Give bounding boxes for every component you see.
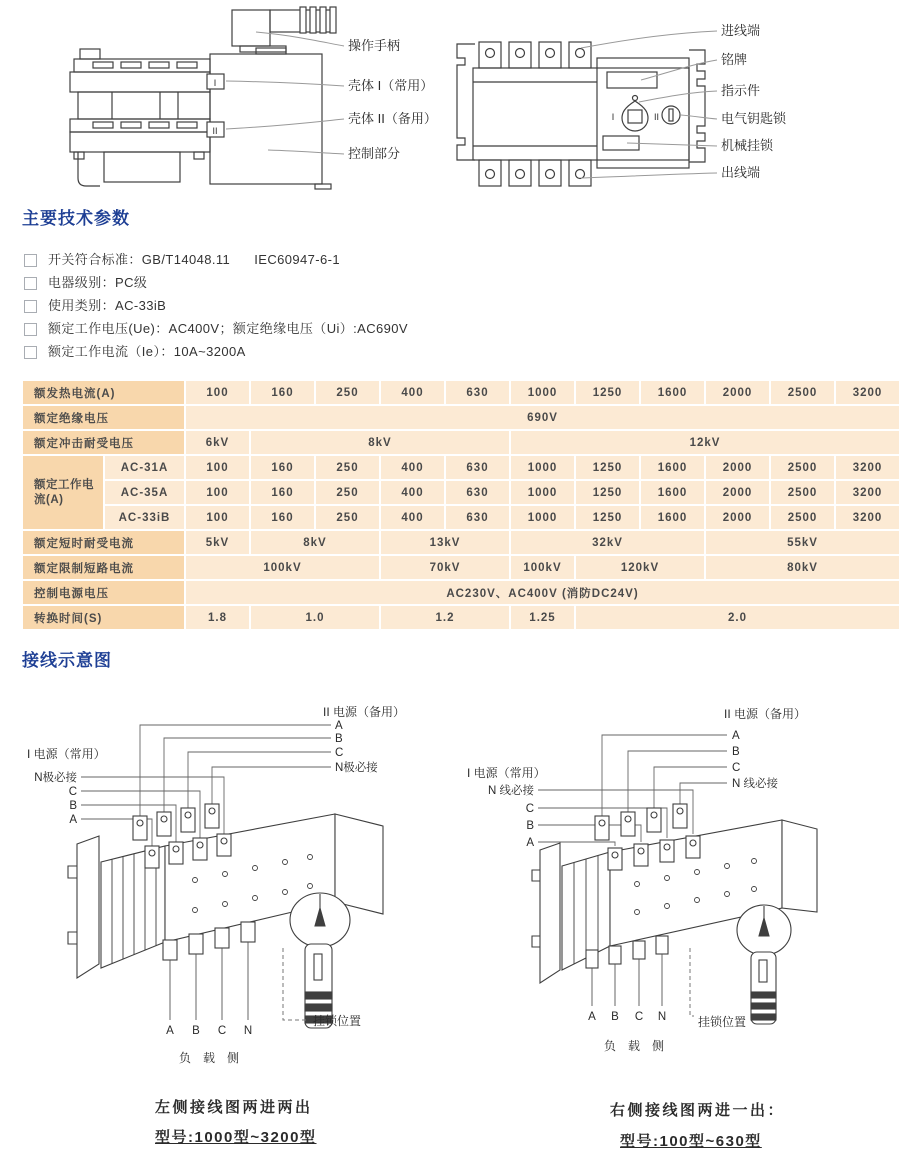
spec-cell: 2000	[706, 381, 769, 404]
source2-title: II 电源（备用）	[724, 707, 807, 721]
spec-cell: 630	[446, 456, 509, 479]
row-sublabel: AC-35A	[105, 481, 184, 504]
spec-cell: 100kV	[186, 556, 379, 579]
source2-line-b: B	[732, 746, 740, 758]
spec-cell: 3200	[836, 506, 899, 529]
diagram-label-keylock: 电气钥匙锁	[721, 111, 787, 126]
terminal-n: N	[657, 1011, 667, 1023]
spec-cell: 80kV	[706, 556, 899, 579]
diagram-label-incoming: 进线端	[721, 23, 761, 38]
device-front-view-diagram	[445, 2, 915, 197]
spec-cell: 2000	[706, 481, 769, 504]
table-row	[23, 581, 899, 604]
spec-cell: 12kV	[511, 431, 899, 454]
spec-cell: 2500	[771, 481, 834, 504]
spec-cell: 250	[316, 481, 379, 504]
square-bullet-icon	[24, 254, 37, 267]
square-bullet-icon	[24, 323, 37, 336]
param-text: 电器级别：PC级	[48, 275, 148, 290]
spec-cell: 1600	[641, 506, 704, 529]
spec-cell: 1000	[511, 456, 574, 479]
spec-cell: 630	[446, 381, 509, 404]
front-view-linework	[457, 42, 705, 186]
spec-cell: 55kV	[706, 531, 899, 554]
diagram-label-handle: 操作手柄	[348, 38, 401, 53]
spec-cell: AC230V、AC400V (消防DC24V)	[186, 581, 899, 604]
wiring-diagram-left	[25, 698, 465, 1146]
spec-cell: 32kV	[511, 531, 704, 554]
spec-cell: 1.25	[511, 606, 574, 629]
table-row	[23, 531, 899, 554]
spec-cell: 1000	[511, 381, 574, 404]
source2-title: II 电源（备用）	[323, 705, 406, 719]
source2-line-c: C	[732, 762, 741, 774]
spec-cell: 1600	[641, 381, 704, 404]
padlock-position-label: 挂锁位置	[698, 1015, 747, 1029]
wiring-right-device	[532, 804, 817, 1024]
spec-cell: 630	[446, 506, 509, 529]
shell2-mark: II	[212, 126, 218, 136]
table-row	[23, 406, 899, 429]
spec-cell: 2500	[771, 456, 834, 479]
shell1-mark: I	[213, 78, 217, 88]
spec-cell: 100	[186, 381, 249, 404]
source1-title: I 电源（常用）	[27, 747, 106, 761]
caption-line2: 型号:100型~630型	[620, 1133, 762, 1150]
table-row	[23, 456, 899, 479]
source1-line-n: N 线必接	[488, 785, 534, 797]
spec-cell: 2000	[706, 456, 769, 479]
table-row	[23, 556, 899, 579]
source1-line-b: B	[69, 800, 77, 812]
section-heading-wiring: 接线示意图	[22, 651, 112, 670]
spec-cell: 1.0	[251, 606, 379, 629]
diagram-label-padlock: 机械挂锁	[721, 138, 774, 153]
diagram-label-outgoing: 出线端	[721, 165, 761, 180]
spec-cell: 1.2	[381, 606, 509, 629]
padlock-position-label: 挂锁位置	[313, 1014, 362, 1028]
section-heading-params: 主要技术参数	[22, 209, 130, 228]
caption-line2: 型号:1000型~3200型	[155, 1129, 317, 1146]
spec-cell: 100	[186, 481, 249, 504]
spec-cell: 2500	[771, 381, 834, 404]
terminal-a: A	[588, 1011, 596, 1023]
square-bullet-icon	[24, 277, 37, 290]
spec-cell: 2.0	[576, 606, 899, 629]
spec-cell: 250	[316, 381, 379, 404]
spec-cell: 1000	[511, 506, 574, 529]
square-bullet-icon	[24, 300, 37, 313]
spec-cell: 400	[381, 481, 444, 504]
diagram-label-control: 控制部分	[348, 146, 401, 161]
table-row	[23, 481, 899, 504]
source2-line-a: A	[732, 730, 740, 742]
spec-cell: 630	[446, 481, 509, 504]
row-label: 额定限制短路电流	[23, 556, 184, 579]
row-sublabel: AC-31A	[105, 456, 184, 479]
source2-line-b: B	[335, 733, 343, 745]
diagram-label-nameplate: 铭牌	[721, 52, 748, 67]
table-row	[23, 381, 899, 404]
row-label: 转换时间(S)	[23, 606, 184, 629]
leader-lines	[226, 32, 344, 154]
terminal-leads	[592, 954, 662, 1006]
spec-cell: 400	[381, 506, 444, 529]
list-item	[24, 298, 408, 313]
diagram-label-shell2: 壳体 II（备用）	[348, 111, 437, 126]
spec-cell: 400	[381, 456, 444, 479]
diagram-label-shell1: 壳体 I（常用）	[348, 78, 434, 93]
table-row	[23, 606, 899, 629]
wiring-left-svg	[25, 698, 445, 1078]
table-row	[23, 506, 899, 529]
load-side-label: 负 载 侧	[178, 1051, 240, 1065]
spec-cell: 1250	[576, 481, 639, 504]
list-item	[24, 275, 408, 290]
param-text: 使用类别：AC-33iB	[48, 298, 167, 313]
spec-cell: 2000	[706, 506, 769, 529]
wiring-left-device	[68, 804, 383, 1028]
terminal-b: B	[192, 1025, 200, 1037]
terminal-c: C	[217, 1025, 227, 1037]
indicator-mark-1: I	[611, 112, 615, 122]
spec-cell: 3200	[836, 456, 899, 479]
caption-line1: 左侧接线图两进两出	[155, 1099, 313, 1116]
indicator-mark-2: II	[654, 112, 660, 122]
spec-cell: 1250	[576, 506, 639, 529]
spec-cell: 6kV	[186, 431, 249, 454]
spec-cell: 1600	[641, 456, 704, 479]
row-label: 额定绝缘电压	[23, 406, 184, 429]
spec-cell: 5kV	[186, 531, 249, 554]
spec-cell: 2500	[771, 506, 834, 529]
source1-line-c: C	[525, 803, 534, 815]
source2-line-c: C	[335, 747, 344, 759]
spec-cell: 160	[251, 381, 314, 404]
source1-line-a: A	[69, 814, 77, 826]
spec-cell: 3200	[836, 381, 899, 404]
row-label: 额发热电流(A)	[23, 381, 184, 404]
table-row	[23, 431, 899, 454]
terminal-c: C	[634, 1011, 644, 1023]
row-label: 额定短时耐受电流	[23, 531, 184, 554]
list-item	[24, 344, 408, 359]
spec-cell: 100	[186, 456, 249, 479]
param-text: 额定工作电流（Ie）：10A~3200A	[48, 344, 246, 359]
diagram-label-indicator: 指示件	[721, 83, 761, 98]
source1-line-a: A	[526, 837, 534, 849]
row-sublabel: AC-33iB	[105, 506, 184, 529]
spec-cell: 120kV	[576, 556, 704, 579]
load-side-label: 负 载 侧	[603, 1039, 665, 1053]
source2-line-a: A	[335, 720, 343, 732]
spec-cell: 160	[251, 506, 314, 529]
source2-line-n: N 线必接	[732, 778, 778, 790]
source1-line-n: N极必接	[34, 772, 77, 784]
row-label: 额定冲击耐受电压	[23, 431, 184, 454]
source2-line-n: N极必接	[335, 762, 378, 774]
spec-table	[21, 379, 901, 631]
spec-cell: 1.8	[186, 606, 249, 629]
caption-line1: 右侧接线图两进一出：	[610, 1102, 786, 1119]
list-item	[24, 252, 408, 267]
terminal-leads	[170, 942, 248, 1020]
param-text: 开关符合标准：GB/T14048.11 IEC60947-6-1	[48, 252, 341, 267]
spec-cell: 1000	[511, 481, 574, 504]
spec-cell: 1250	[576, 456, 639, 479]
wiring-right-svg	[462, 698, 902, 1078]
source1-line-c: C	[68, 786, 77, 798]
wiring-diagram-right	[462, 698, 902, 1150]
square-bullet-icon	[24, 346, 37, 359]
source1-title: I 电源（常用）	[467, 766, 546, 780]
spec-cell: 250	[316, 506, 379, 529]
source1-line-b: B	[526, 820, 534, 832]
padlock-dashed-lead	[690, 948, 694, 1016]
spec-cell: 70kV	[381, 556, 509, 579]
row-group-label: 额定工作电流(A)	[23, 456, 103, 529]
spec-cell: 1250	[576, 381, 639, 404]
terminal-n: N	[243, 1025, 253, 1037]
spec-cell: 1600	[641, 481, 704, 504]
spec-cell: 690V	[186, 406, 899, 429]
params-list	[24, 252, 408, 367]
row-label: 控制电源电压	[23, 581, 184, 604]
spec-cell: 8kV	[251, 531, 379, 554]
spec-cell: 160	[251, 481, 314, 504]
spec-cell: 160	[251, 456, 314, 479]
terminal-b: B	[611, 1011, 619, 1023]
terminal-a: A	[166, 1025, 174, 1037]
spec-cell: 100	[186, 506, 249, 529]
spec-cell: 3200	[836, 481, 899, 504]
list-item	[24, 321, 408, 336]
spec-cell: 8kV	[251, 431, 509, 454]
param-text: 额定工作电压(Ue)：AC400V；额定绝缘电压（Ui）:AC690V	[48, 321, 409, 336]
leader-lines	[581, 31, 717, 178]
spec-cell: 100kV	[511, 556, 574, 579]
spec-cell: 13kV	[381, 531, 509, 554]
spec-cell: 400	[381, 381, 444, 404]
device-side-view-diagram	[60, 2, 440, 197]
side-view-linework	[70, 7, 336, 189]
spec-cell: 250	[316, 456, 379, 479]
